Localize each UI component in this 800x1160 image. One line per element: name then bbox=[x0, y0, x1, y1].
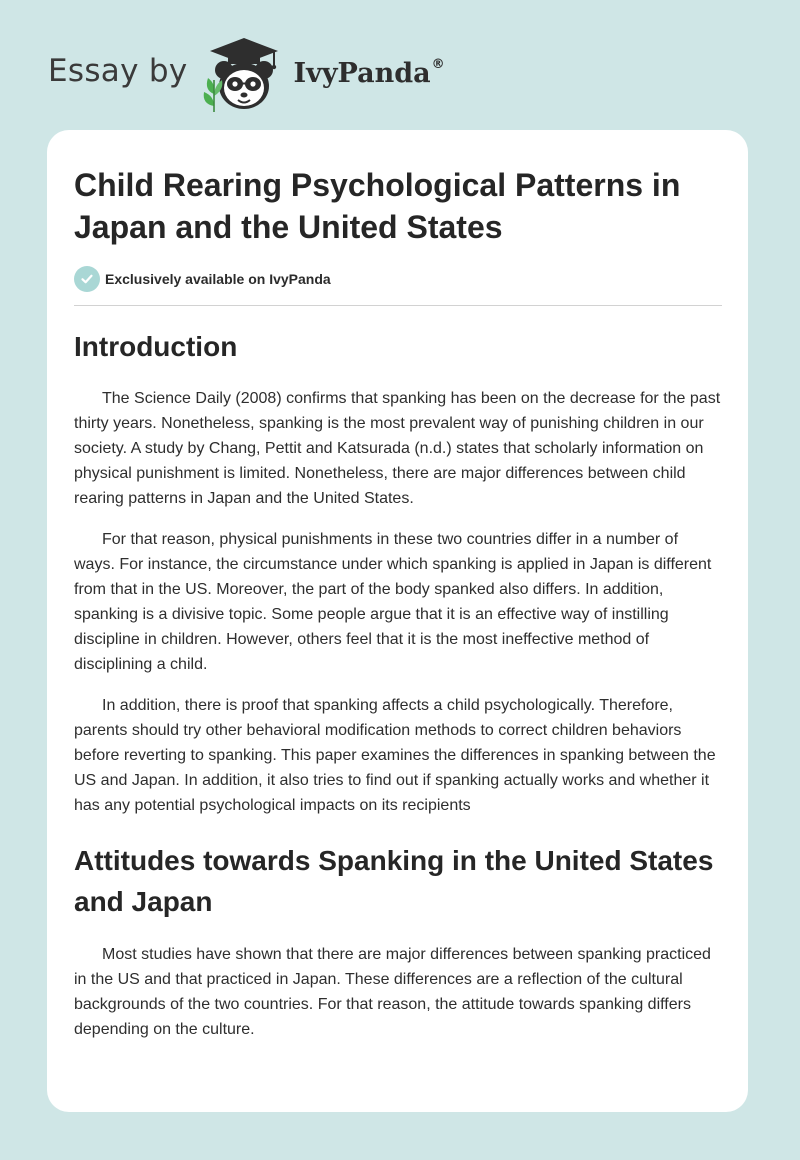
panda-graduate-icon[interactable] bbox=[202, 34, 290, 114]
site-header bbox=[48, 34, 445, 114]
paragraph: In addition, there is proof that spanking affects a child psychologically. Therefore, parents should try other behavioral modification methods to correct children behaviors before reverting to spanking. This paper examines the differences in spanking between the US and Japan. In addition, it also tries to find out if spanking actually works and whether it has any potential psychological impacts on its recipients bbox=[74, 697, 716, 814]
registered-mark: ® bbox=[431, 57, 445, 72]
essay-card bbox=[47, 130, 748, 1112]
divider bbox=[74, 305, 722, 306]
brand-name[interactable] bbox=[294, 57, 445, 89]
paragraph: Most studies have shown that there are major differences between spanking practiced in the US and that practiced in Japan. These differences are a reflection of the cultural backgrounds of the two countries. For that reason, the attitude towards spanking differs depending on the culture. bbox=[74, 946, 711, 1038]
paragraph: The Science Daily (2008) confirms that spanking has been on the decrease for the past thirty years. Nonetheless, spanking is the most prevalent way of punishing children in our society. A study by Chang, Pettit and Katsurada (n.d.) states that scholarly information on physical punishment is limited. Nonetheless, there are major differences between child rearing patterns in Japan and the United States. bbox=[74, 390, 721, 507]
section-heading-attitudes: Attitudes towards Spanking in the United States and Japan bbox=[74, 845, 714, 917]
page-title: Child Rearing Psychological Patterns in Japan and the United States bbox=[74, 167, 681, 245]
brand-name-text: IvyPanda bbox=[293, 58, 431, 89]
brand-prefix: Essay by bbox=[48, 53, 188, 89]
check-circle-icon bbox=[74, 266, 100, 292]
exclusive-badge bbox=[74, 265, 722, 292]
badge-text: Exclusively available on IvyPanda bbox=[105, 270, 331, 287]
paragraph: For that reason, physical punishments in these two countries differ in a number of ways. For instance, the circumstance under which spanking is applied in Japan is different from that in the US. Moreover, the part of the body spanked also differs. In addition, spanking is a divisive topic. Some people argue that it is an effective way of instilling discipline in children. However, others feel that it is the most ineffective method of disciplining a child. bbox=[74, 531, 712, 673]
section-heading-introduction: Introduction bbox=[74, 331, 238, 362]
